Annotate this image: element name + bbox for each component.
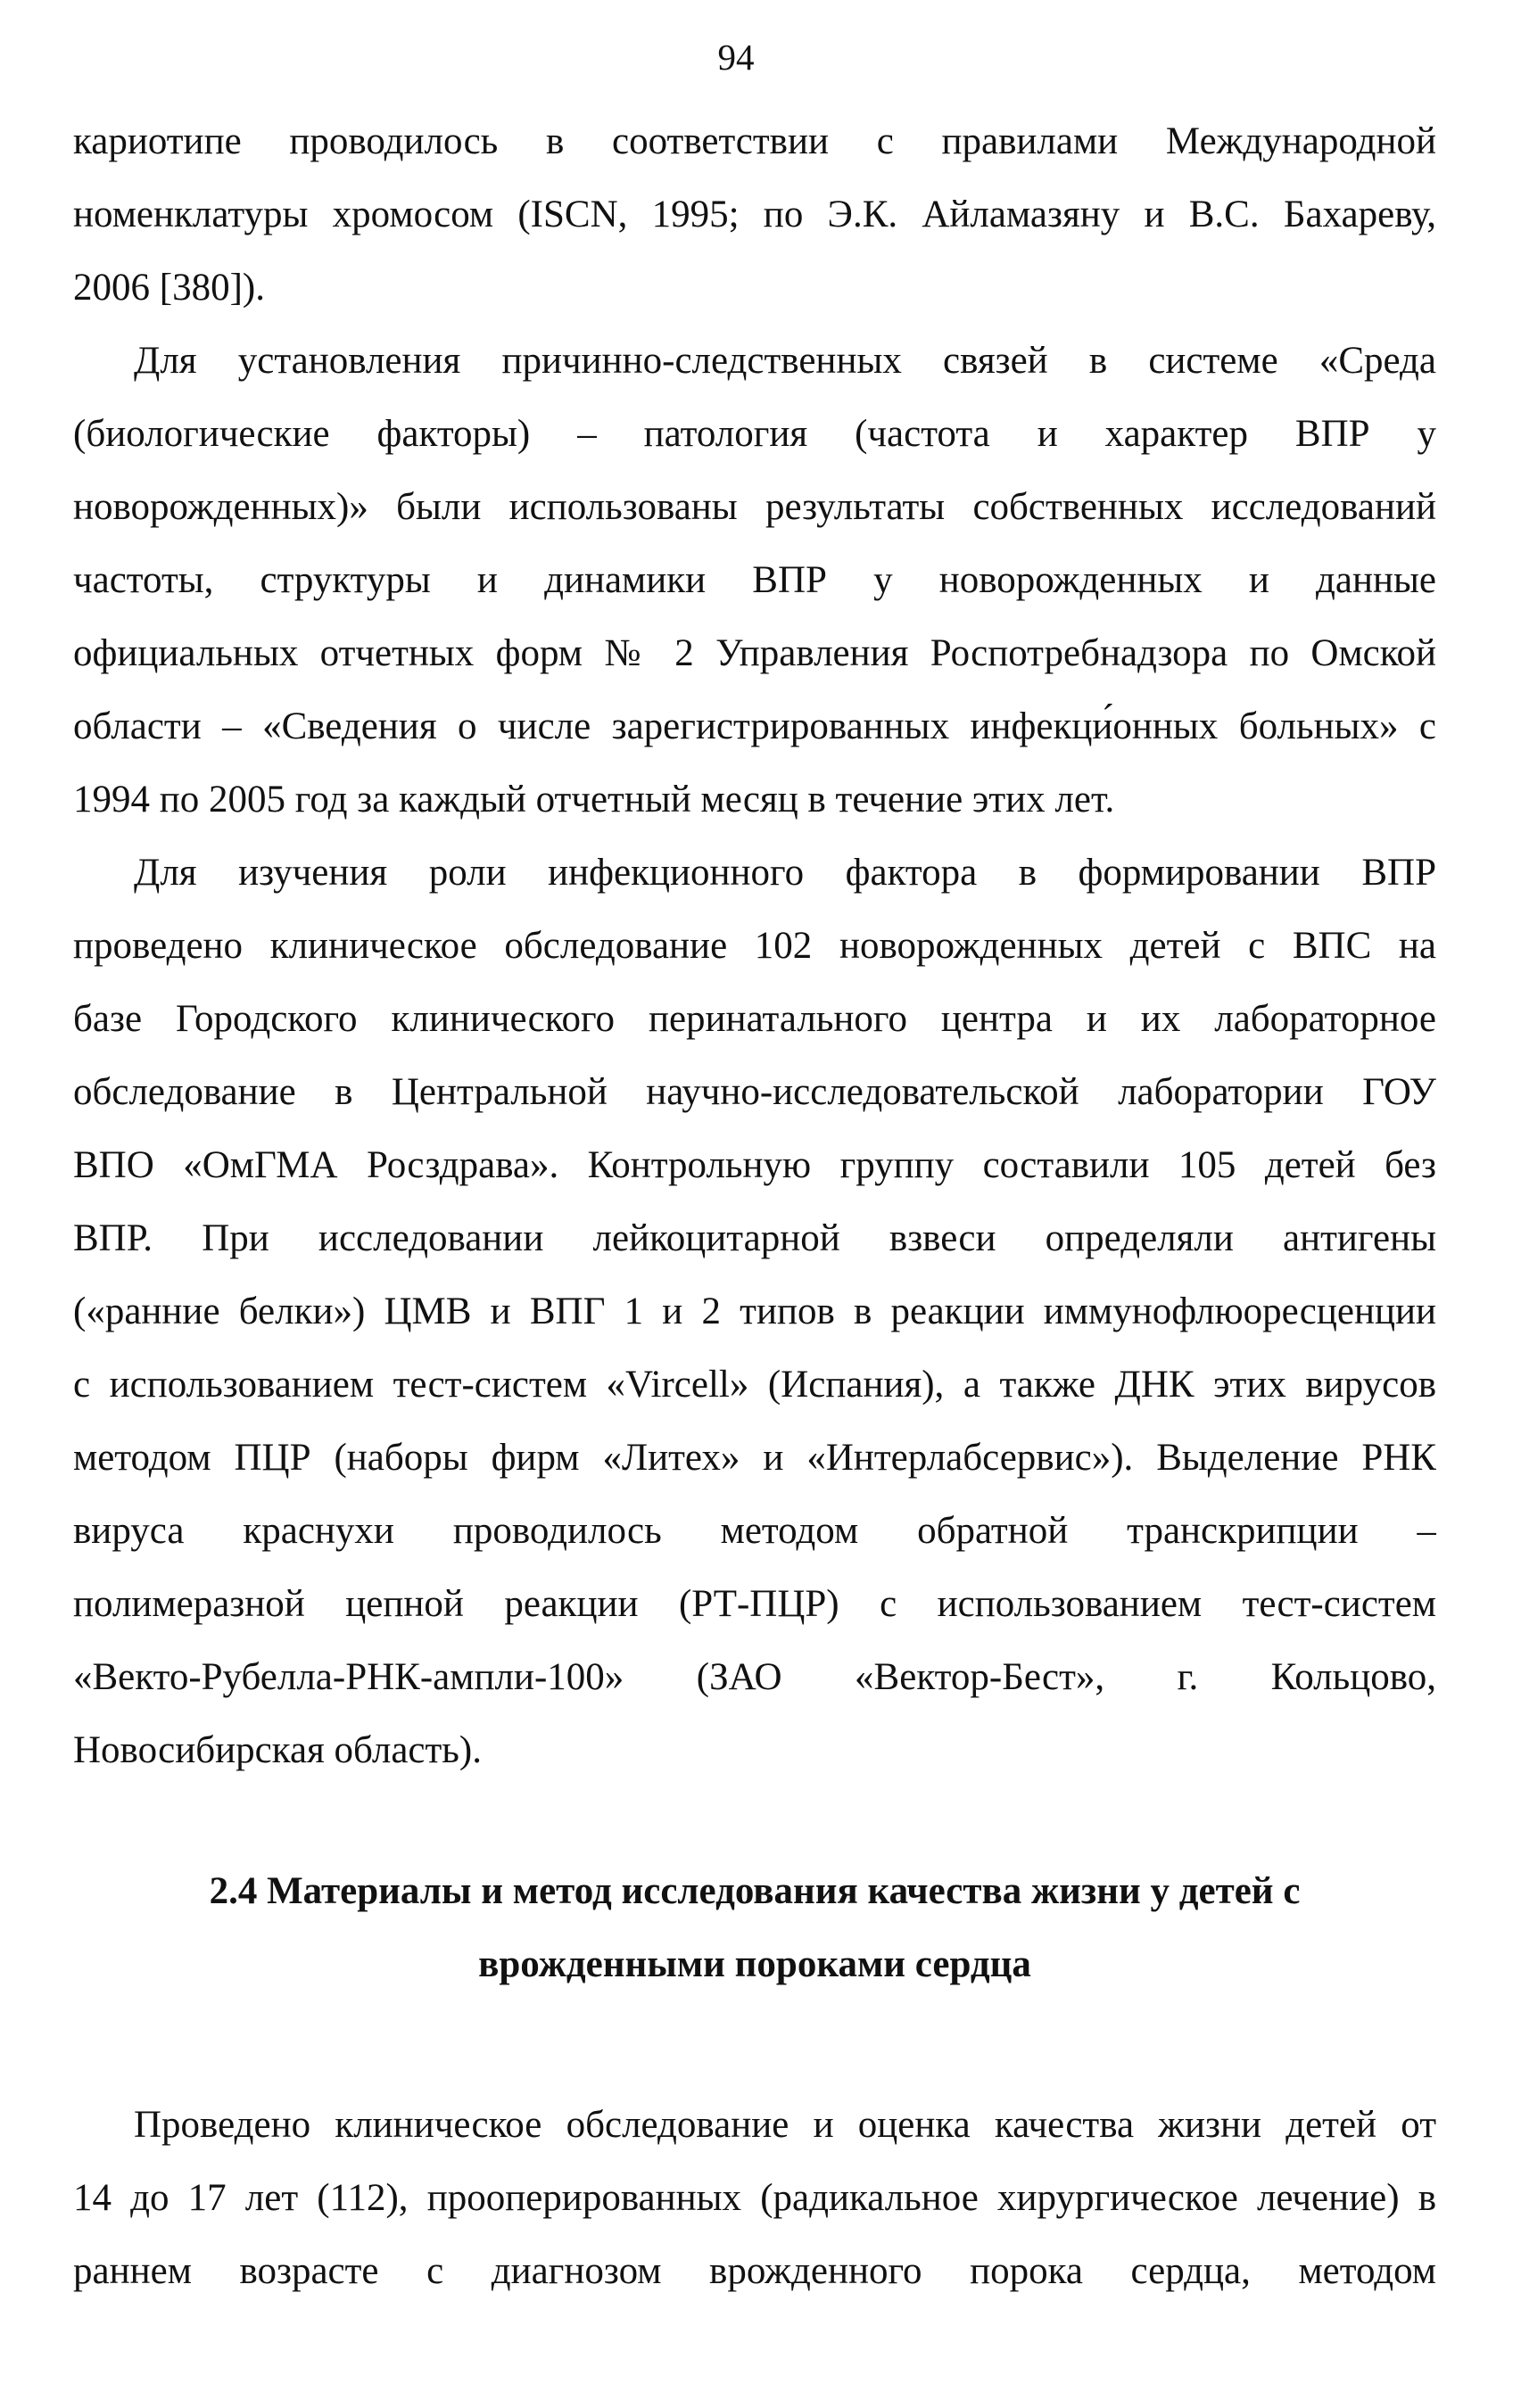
- paragraph-line: вируса краснухи проводилось методом обратной транскрипции –: [73, 1510, 1436, 1552]
- paragraph-line: ВПР. При исследовании лейкоцитарной взвеси определяли антигены: [73, 1217, 1436, 1259]
- paragraph-line: базе Городского клинического перинатального центра и их лабораторное: [73, 998, 1436, 1040]
- paragraph-line: кариотипе проводилось в соответствии с правилами Международной: [73, 120, 1436, 162]
- paragraph-line: 2006 [380]).: [73, 267, 265, 309]
- paragraph-line: Для установления причинно-следственных связей в системе «Среда: [134, 340, 1436, 382]
- paragraph-line: Новосибирская область).: [73, 1729, 482, 1771]
- section-heading-line: врожденными пороками сердца: [478, 1943, 1031, 1985]
- paragraph-1: [73, 105, 1436, 325]
- paragraph-4: [73, 2089, 1436, 2308]
- paragraph-line: обследование в Центральной научно-исследовательской лаборатории ГОУ: [73, 1071, 1436, 1113]
- paragraph-line: 1994 по 2005 год за каждый отчетный месяц в течение этих лет.: [73, 779, 1115, 821]
- section-heading-line: 2.4 Материалы и метод исследования качества жизни у детей с: [209, 1870, 1301, 1912]
- section-heading: [73, 1855, 1436, 2001]
- paragraph-line: раннем возрасте с диагнозом врожденного порока сердца, методом: [73, 2250, 1436, 2292]
- paragraph-line: проведено клиническое обследование 102 новорожденных детей с ВПС на: [73, 925, 1436, 967]
- paragraph-line: новорожденных)» были использованы результаты собственных исследований: [73, 486, 1436, 528]
- paragraph-line: («ранние белки») ЦМВ и ВПГ 1 и 2 типов в реакции иммунофлюоресценции: [73, 1291, 1436, 1332]
- paragraph-line: с использованием тест-систем «Vircell» (Испания), а также ДНК этих вирусов: [73, 1364, 1436, 1406]
- paragraph-line: «Векто-Рубелла-РНК-ампли-100» (ЗАО «Вектор-Бест», г. Кольцово,: [73, 1656, 1436, 1698]
- page-number: 94: [717, 37, 755, 78]
- paragraph-line: номенклатуры хромосом (ISCN, 1995; по Э.К. Айламазяну и В.С. Бахареву,: [73, 194, 1436, 235]
- paragraph-line: области – «Сведения о числе зарегистрированных инфекци́онных больных» с: [73, 705, 1436, 747]
- paragraph-line: Для изучения роли инфекционного фактора в формировании ВПР: [134, 852, 1436, 894]
- paragraph-line: официальных отчетных форм № 2 Управления Роспотребнадзора по Омской: [73, 632, 1436, 674]
- paragraph-line: полимеразной цепной реакции (РТ-ПЦР) с использованием тест-систем: [73, 1583, 1436, 1625]
- paragraph-line: ВПО «ОмГМА Росздрава». Контрольную группу составили 105 детей без: [73, 1144, 1436, 1186]
- paragraph-line: 14 до 17 лет (112), прооперированных (радикальное хирургическое лечение) в: [73, 2177, 1436, 2219]
- paragraph-line: методом ПЦР (наборы фирм «Литех» и «Интерлабсервис»). Выделение РНК: [73, 1437, 1436, 1479]
- paragraph-2: [73, 325, 1436, 837]
- paragraph-line: (биологические факторы) – патология (частота и характер ВПР у: [73, 413, 1436, 455]
- paragraph-line: частоты, структуры и динамики ВПР у новорожденных и данные: [73, 559, 1436, 601]
- paragraph-3: [73, 837, 1436, 1787]
- paragraph-line: Проведено клиническое обследование и оценка качества жизни детей от: [134, 2104, 1436, 2146]
